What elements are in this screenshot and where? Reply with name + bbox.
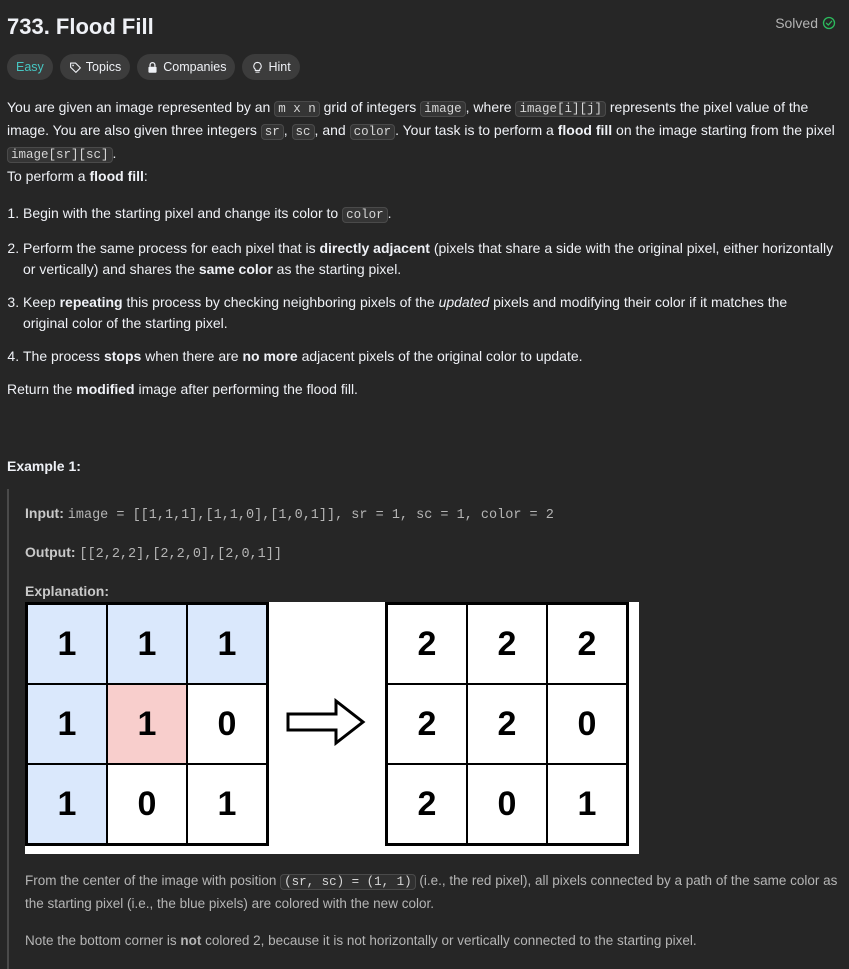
flood-fill-figure <box>25 602 639 854</box>
text: The process <box>23 348 104 364</box>
text: as the starting pixel. <box>272 261 402 277</box>
input-label: Input: <box>25 505 64 521</box>
steps-list <box>7 203 835 367</box>
after-cell: 2 <box>387 684 467 764</box>
after-cell: 1 <box>547 764 627 844</box>
input-value: image = [[1,1,1],[1,1,0],[1,0,1]], sr = 1, sc = 1, color = 2 <box>67 508 554 523</box>
inline-code: color <box>350 124 396 140</box>
inline-code: (sr, sc) = (1, 1) <box>280 874 416 890</box>
description-paragraph <box>7 166 835 187</box>
after-cell: 2 <box>387 604 467 684</box>
text: From the center of the image with position <box>25 873 281 888</box>
text: image after performing the flood fill. <box>134 381 358 397</box>
inline-code: sc <box>292 124 315 140</box>
text: , and <box>314 122 350 138</box>
output-label: Output: <box>25 544 76 560</box>
title-row <box>7 0 842 50</box>
inline-code: image[sr][sc] <box>7 147 113 163</box>
after-cell: 0 <box>467 764 547 844</box>
step-item <box>23 238 835 280</box>
text: . <box>387 205 392 221</box>
return-paragraph <box>7 379 835 400</box>
problem-description <box>7 97 838 969</box>
inline-code: image <box>420 101 466 117</box>
text: Keep <box>23 294 60 310</box>
before-cell: 0 <box>107 764 187 844</box>
bold-text: same color <box>198 261 273 277</box>
text: grid of integers <box>319 99 421 115</box>
bold-text: directly adjacent <box>319 240 430 256</box>
text: Note the bottom corner is <box>25 933 181 948</box>
solved-status <box>775 13 836 34</box>
text: (pixels that share a side with the original pixel, either horizontally or vertically) and shares the <box>23 240 834 277</box>
bold-text: repeating <box>59 294 123 310</box>
example-block <box>7 489 838 969</box>
before-cell: 1 <box>27 604 107 684</box>
hint-button[interactable] <box>242 54 299 80</box>
text: pixels and modifying their color if it matches the original color of the starting pixel. <box>23 294 788 331</box>
before-cell: 1 <box>187 764 267 844</box>
before-cell: 1 <box>27 684 107 764</box>
text: . <box>112 145 117 161</box>
check-circle-icon <box>822 16 836 30</box>
bold-text: no more <box>242 348 298 364</box>
inline-code: sr <box>261 124 284 140</box>
after-cell: 2 <box>387 764 467 844</box>
hint-label: Hint <box>268 59 291 74</box>
example-caption <box>25 870 845 951</box>
explanation-label: Explanation: <box>25 583 110 599</box>
caption-note <box>25 930 845 951</box>
tag-row <box>7 54 842 80</box>
text: , where <box>465 99 516 115</box>
before-cell: 1 <box>107 684 187 764</box>
after-cell: 2 <box>467 604 547 684</box>
output-value: [[2,2,2],[2,2,0],[2,0,1]] <box>79 547 282 562</box>
bold-text: stops <box>103 348 142 364</box>
text: , <box>283 122 292 138</box>
text: on the image starting from the pixel <box>612 122 835 138</box>
bold-text: modified <box>76 381 135 397</box>
example-output <box>25 542 835 565</box>
lightbulb-icon <box>251 61 264 74</box>
text: colored 2, because it is not horizontally or vertically connected to the starting pixel. <box>201 933 697 948</box>
difficulty-badge[interactable]: Easy <box>7 54 53 80</box>
text: Begin with the starting pixel and change its color to <box>23 205 343 221</box>
grid-after <box>385 602 629 846</box>
inline-code: color <box>342 207 388 223</box>
companies-label: Companies <box>163 59 227 74</box>
after-cell: 0 <box>547 684 627 764</box>
text: when there are <box>141 348 243 364</box>
text: adjacent pixels of the original color to update. <box>297 348 583 364</box>
text: (i.e., the red pixel), all pixels connected by a path of the same color as the starting pixel (i.e., the blue pixels) are colored with the new color. <box>25 873 838 911</box>
before-cell: 0 <box>187 684 267 764</box>
text: : <box>143 168 148 184</box>
after-cell: 2 <box>467 684 547 764</box>
bold-text: flood fill <box>89 168 144 184</box>
inline-code: image[i][j] <box>515 101 606 117</box>
text: To perform a <box>7 168 90 184</box>
caption-text <box>25 870 845 914</box>
description-paragraph <box>7 97 835 166</box>
problem-title[interactable]: 733. Flood Fill <box>7 13 154 39</box>
step-item <box>23 203 835 226</box>
example-title: Example 1: <box>7 458 81 474</box>
inline-code: m x n <box>274 101 320 117</box>
after-cell: 2 <box>547 604 627 684</box>
text: this process by checking neighboring pixels of the <box>122 294 439 310</box>
lock-icon <box>146 61 159 74</box>
solved-label: Solved <box>775 14 818 31</box>
italic-text: updated <box>438 294 490 310</box>
step-item <box>23 292 835 334</box>
right-arrow-icon <box>286 698 366 746</box>
text: You are given an image represented by an <box>7 99 275 115</box>
example-input <box>25 489 835 526</box>
text: represents the pixel value of the image. You are also given three integers <box>7 99 809 138</box>
example-explanation <box>25 581 835 602</box>
before-cell: 1 <box>187 604 267 684</box>
text: Perform the same process for each pixel that is <box>23 240 320 256</box>
bold-text: flood fill <box>557 122 613 138</box>
text: Return the <box>7 381 77 397</box>
text: . Your task is to perform a <box>395 122 558 138</box>
topics-label: Topics <box>85 59 122 74</box>
tag-icon <box>69 61 82 74</box>
before-cell: 1 <box>27 764 107 844</box>
before-cell: 1 <box>107 604 187 684</box>
companies-button[interactable] <box>137 54 235 80</box>
bold-text: not <box>180 933 202 948</box>
grid-before <box>25 602 269 846</box>
step-item <box>23 346 835 367</box>
topics-button[interactable] <box>60 54 130 80</box>
